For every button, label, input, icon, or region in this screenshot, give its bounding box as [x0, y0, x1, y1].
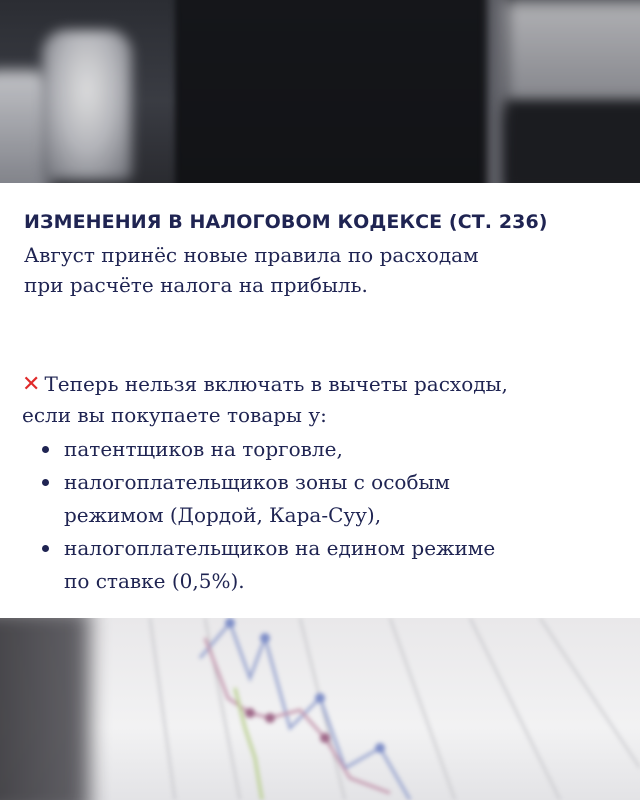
- list-item-line: режимом (Дордой, Кара-Суу),: [64, 503, 382, 527]
- blurred-chart-illustration: [0, 618, 640, 800]
- bottom-background-photo: [0, 618, 640, 800]
- list-item-line: патентщиков на торговле,: [64, 437, 343, 461]
- list-item-line: по ставке (0,5%).: [64, 569, 245, 593]
- rule-line: если вы покупаете товары у:: [22, 403, 327, 427]
- intro-text: [24, 240, 624, 300]
- rule-line-text: Теперь нельзя включать в вычеты расходы,: [44, 372, 508, 396]
- intro-line: Август принёс новые правила по расходам: [24, 243, 479, 267]
- page-title: ИЗМЕНЕНИЯ В НАЛОГОВОМ КОДЕКСЕ (СТ. 236): [24, 211, 548, 233]
- cross-mark-icon: ✕: [22, 372, 41, 397]
- bullet-dot-icon: [42, 446, 49, 453]
- list-item-line: налогоплательщиков зоны с особым: [64, 470, 450, 494]
- list-item: [40, 532, 610, 598]
- content-card: [0, 183, 640, 618]
- window-light-shape: [505, 0, 640, 110]
- list-item: [40, 466, 610, 532]
- monitor-edge-shape: [487, 0, 505, 183]
- rule-text: [22, 369, 622, 430]
- mug-shape: [42, 30, 132, 180]
- intro-line: при расчёте налога на прибыль.: [24, 273, 368, 297]
- monitor-shape: [175, 0, 509, 183]
- bullet-dot-icon: [42, 545, 49, 552]
- list-item-line: налогоплательщиков на едином режиме: [64, 536, 496, 560]
- top-background-photo: [0, 0, 640, 183]
- restricted-sellers-list: [40, 433, 610, 598]
- desk-shadow-shape: [505, 100, 640, 183]
- list-item: [40, 433, 610, 466]
- bullet-dot-icon: [42, 479, 49, 486]
- rule-line: [22, 369, 622, 400]
